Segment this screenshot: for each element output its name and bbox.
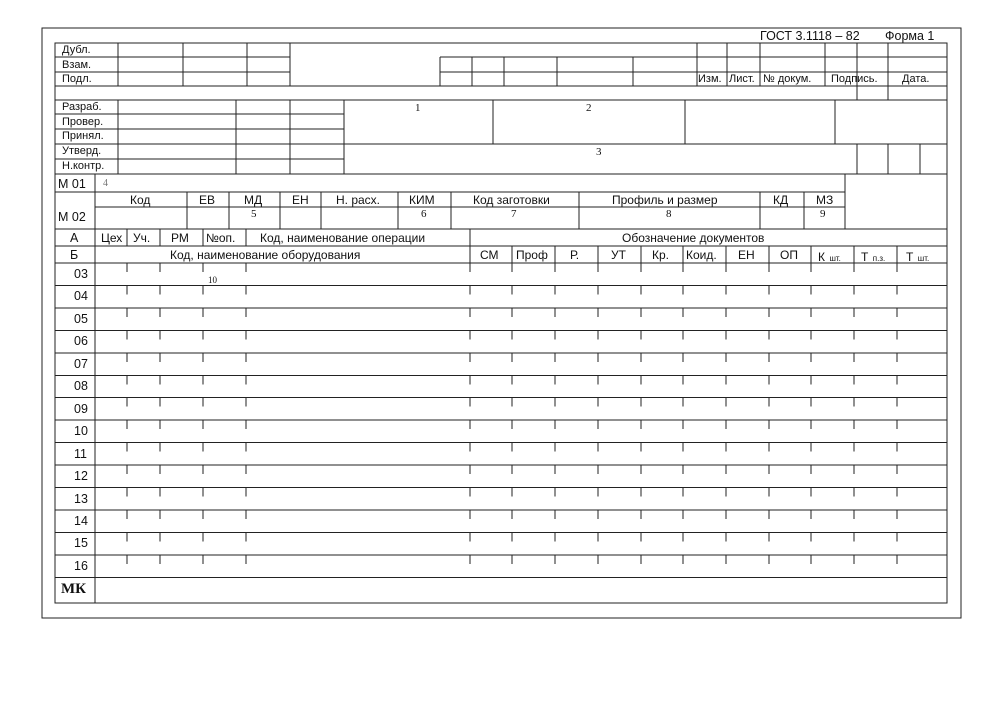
field-index-9: 9 [820, 208, 826, 220]
col-rm: РМ [171, 231, 189, 245]
mat-header-kim: КИМ [409, 193, 435, 207]
label-razrab: Разраб. [62, 101, 102, 113]
rev-header-date: Дата. [902, 73, 930, 85]
row-a-prefix: А [70, 231, 79, 245]
line-number: 14 [74, 514, 88, 528]
label-podl: Подл. [62, 73, 92, 85]
col-ceh: Цех [101, 231, 123, 245]
line-number: 05 [74, 311, 88, 326]
field-index-2: 2 [586, 102, 592, 114]
label-prinyal: Принял. [62, 130, 104, 142]
row-m02-label: М 02 [58, 210, 86, 224]
row-b-prefix: Б [70, 248, 79, 262]
field-index-3: 3 [596, 146, 602, 158]
rev-header-izm: Изм. [698, 73, 722, 85]
line-number: 09 [74, 401, 88, 416]
field-index-8: 8 [666, 208, 672, 220]
line-number: 12 [74, 469, 88, 483]
label-dubl: Дубл. [62, 44, 91, 56]
col-r: Р. [570, 248, 580, 262]
label-n-kontr: Н.контр. [62, 160, 105, 172]
col-t-pz-sub: п.з. [872, 254, 886, 263]
mat-header-en: ЕН [292, 193, 309, 207]
col-uch: Уч. [133, 231, 151, 245]
line-number: 06 [74, 334, 88, 349]
mat-header-profil-razmer: Профиль и размер [612, 193, 718, 207]
line-number: 03 [74, 267, 88, 281]
line-number: 13 [74, 491, 88, 506]
rev-header-list: Лист. [729, 73, 755, 85]
mat-header-mz: МЗ [816, 193, 834, 207]
col-koid: Коид. [686, 248, 717, 262]
mat-header-kod-zagotovki: Код заготовки [473, 193, 550, 207]
line-number: 10 [74, 424, 88, 439]
col-t-pz [861, 249, 885, 265]
mat-header-ev: ЕВ [199, 193, 216, 207]
col-documents: Обозначение документов [622, 231, 765, 245]
line-number: 11 [74, 446, 87, 461]
row-m01-label: М 01 [58, 177, 86, 191]
col-operation: Код, наименование операции [260, 231, 426, 245]
mat-header-md: МД [244, 193, 263, 207]
col-sm: СМ [480, 248, 499, 262]
col-t-pz-main: Т [861, 250, 869, 264]
gost-standard: ГОСТ 3.1118 – 82 [760, 29, 860, 43]
label-prover: Провер. [62, 116, 104, 128]
line-number: 08 [74, 379, 88, 394]
col-kr: Кр. [652, 248, 669, 262]
form-number: Форма 1 [885, 29, 935, 43]
col-k-sht-main: К [818, 250, 825, 264]
line-number: 16 [74, 558, 88, 573]
line-number: 04 [74, 289, 88, 304]
col-en: ЕН [738, 248, 755, 262]
col-prof: Проф [516, 248, 548, 262]
col-nom-op: №оп. [206, 231, 236, 245]
rev-header-doc-number: № докум. [763, 73, 812, 85]
col-op: ОП [780, 248, 798, 262]
mat-header-n-rash: Н. расх. [336, 193, 381, 207]
mat-header-kd: КД [773, 193, 789, 207]
col-equipment: Код, наименование оборудования [170, 248, 361, 262]
col-t-sht-main: Т [906, 250, 914, 264]
field-index-4: 4 [103, 178, 108, 189]
col-k-sht-sub: шт. [829, 254, 841, 263]
col-t-sht-sub: шт. [917, 254, 930, 263]
field-index-7: 7 [511, 208, 517, 220]
rev-header-signature: Подпись. [831, 73, 878, 85]
field-index-1: 1 [415, 102, 421, 114]
footer-doc-code: МК [61, 581, 87, 597]
field-index-6: 6 [421, 208, 427, 220]
field-index-10: 10 [208, 275, 217, 285]
col-t-sht [906, 249, 929, 265]
line-number: 07 [74, 356, 88, 371]
line-number: 15 [74, 536, 88, 551]
field-index-5: 5 [251, 208, 257, 220]
label-vzam: Взам. [62, 59, 92, 71]
col-k-sht [818, 249, 841, 265]
col-ut: УТ [611, 248, 626, 262]
label-utverd: Утверд. [62, 145, 102, 157]
mat-header-kod: Код [130, 193, 151, 207]
